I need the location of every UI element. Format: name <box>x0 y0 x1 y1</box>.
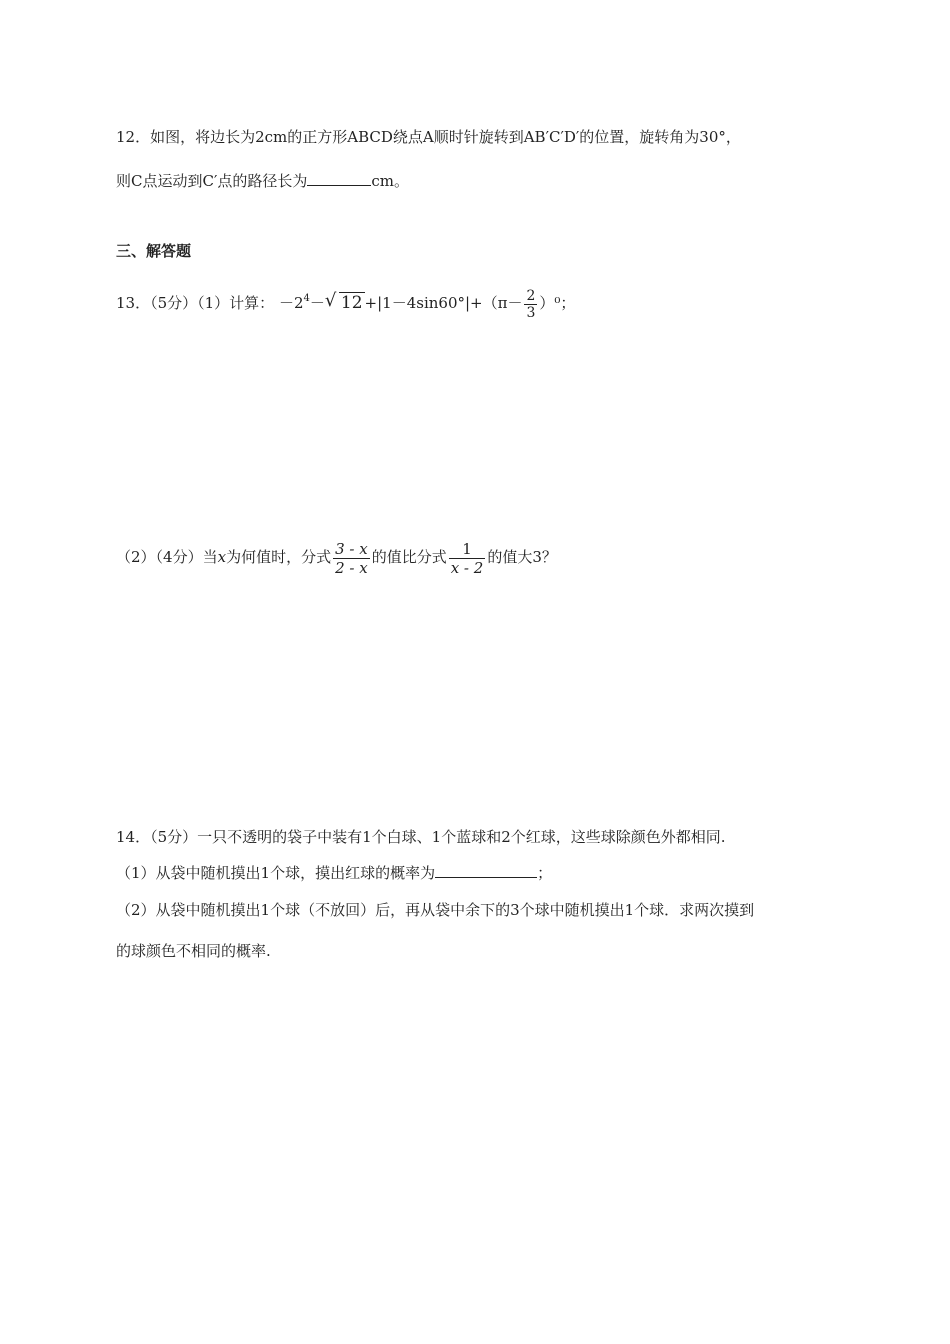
q13p2-mid1: 为何值时，分式 <box>226 548 332 566</box>
q13-frac-den: 3 <box>526 304 536 321</box>
q14-text-3: ； <box>537 864 553 882</box>
q13p2-var: x <box>217 548 227 566</box>
q13-radicand: 12 <box>340 293 363 313</box>
q13p2-prefix: （2）（4分）当 <box>116 548 218 566</box>
q13p2-mid2: 的值比分式 <box>371 548 447 566</box>
q14-answer-blank[interactable] <box>435 877 537 878</box>
q13-sqrt <box>325 288 365 318</box>
q13p2-fraction1 <box>333 540 370 577</box>
q12-text-1: 12．如图，将边长为2cm的正方形ABCD绕点A顺时针旋转到AB′C′D′的位置，旋转角为30°， <box>116 128 741 146</box>
q14-line1 <box>116 827 726 847</box>
q14-line3 <box>116 900 754 920</box>
q14-text-1: 14．（5分）一只不透明的袋子中装有1个白球、1个蓝球和2个红球，这些球除颜色外都相同. <box>116 828 726 846</box>
q13-part1 <box>116 284 575 321</box>
q13p2-fraction2 <box>449 540 486 577</box>
q12-text-2: 则C点运动到C′点的路径长为 <box>116 172 308 190</box>
q13-part2 <box>116 537 557 577</box>
q14-line4 <box>116 941 271 961</box>
q14-line2 <box>116 863 552 883</box>
q13-frac-num: 2 <box>526 287 536 304</box>
q13-abs-part: +|1－4sin60°|+（π－ <box>364 294 523 312</box>
q13-neg-power: $-2^4$ <box>278 293 310 312</box>
radical-icon: √ <box>324 290 337 311</box>
q12-line2 <box>116 171 409 191</box>
q13-suffix: ）⁰； <box>539 294 576 312</box>
q13p2-frac1-num: 3 - x <box>335 539 368 558</box>
section-heading <box>116 241 191 261</box>
q14-text-2: （1）从袋中随机摸出1个球，摸出红球的概率为 <box>116 864 436 882</box>
q13p2-suffix: 的值大3？ <box>487 548 557 566</box>
q13-minus: － <box>309 294 325 312</box>
q12-line1 <box>116 127 741 147</box>
q13p2-frac2-num: 1 <box>462 539 472 558</box>
q13p2-frac2-den: x - 2 <box>450 558 484 577</box>
q12-answer-blank[interactable] <box>307 185 371 186</box>
section-title: 三、解答题 <box>116 242 192 260</box>
q13p2-frac1-den: 2 - x <box>335 558 368 577</box>
q13-fraction <box>524 288 537 321</box>
q12-text-3: cm。 <box>371 172 409 190</box>
q13-exponent: 4 <box>303 293 310 304</box>
q14-text-5: 的球颜色不相同的概率. <box>116 942 271 960</box>
q14-text-4: （2）从袋中随机摸出1个球（不放回）后，再从袋中余下的3个球中随机摸出1个球．求两次摸到 <box>116 901 755 919</box>
q13-prefix: 13．（5分）（1）计算： <box>116 294 275 312</box>
